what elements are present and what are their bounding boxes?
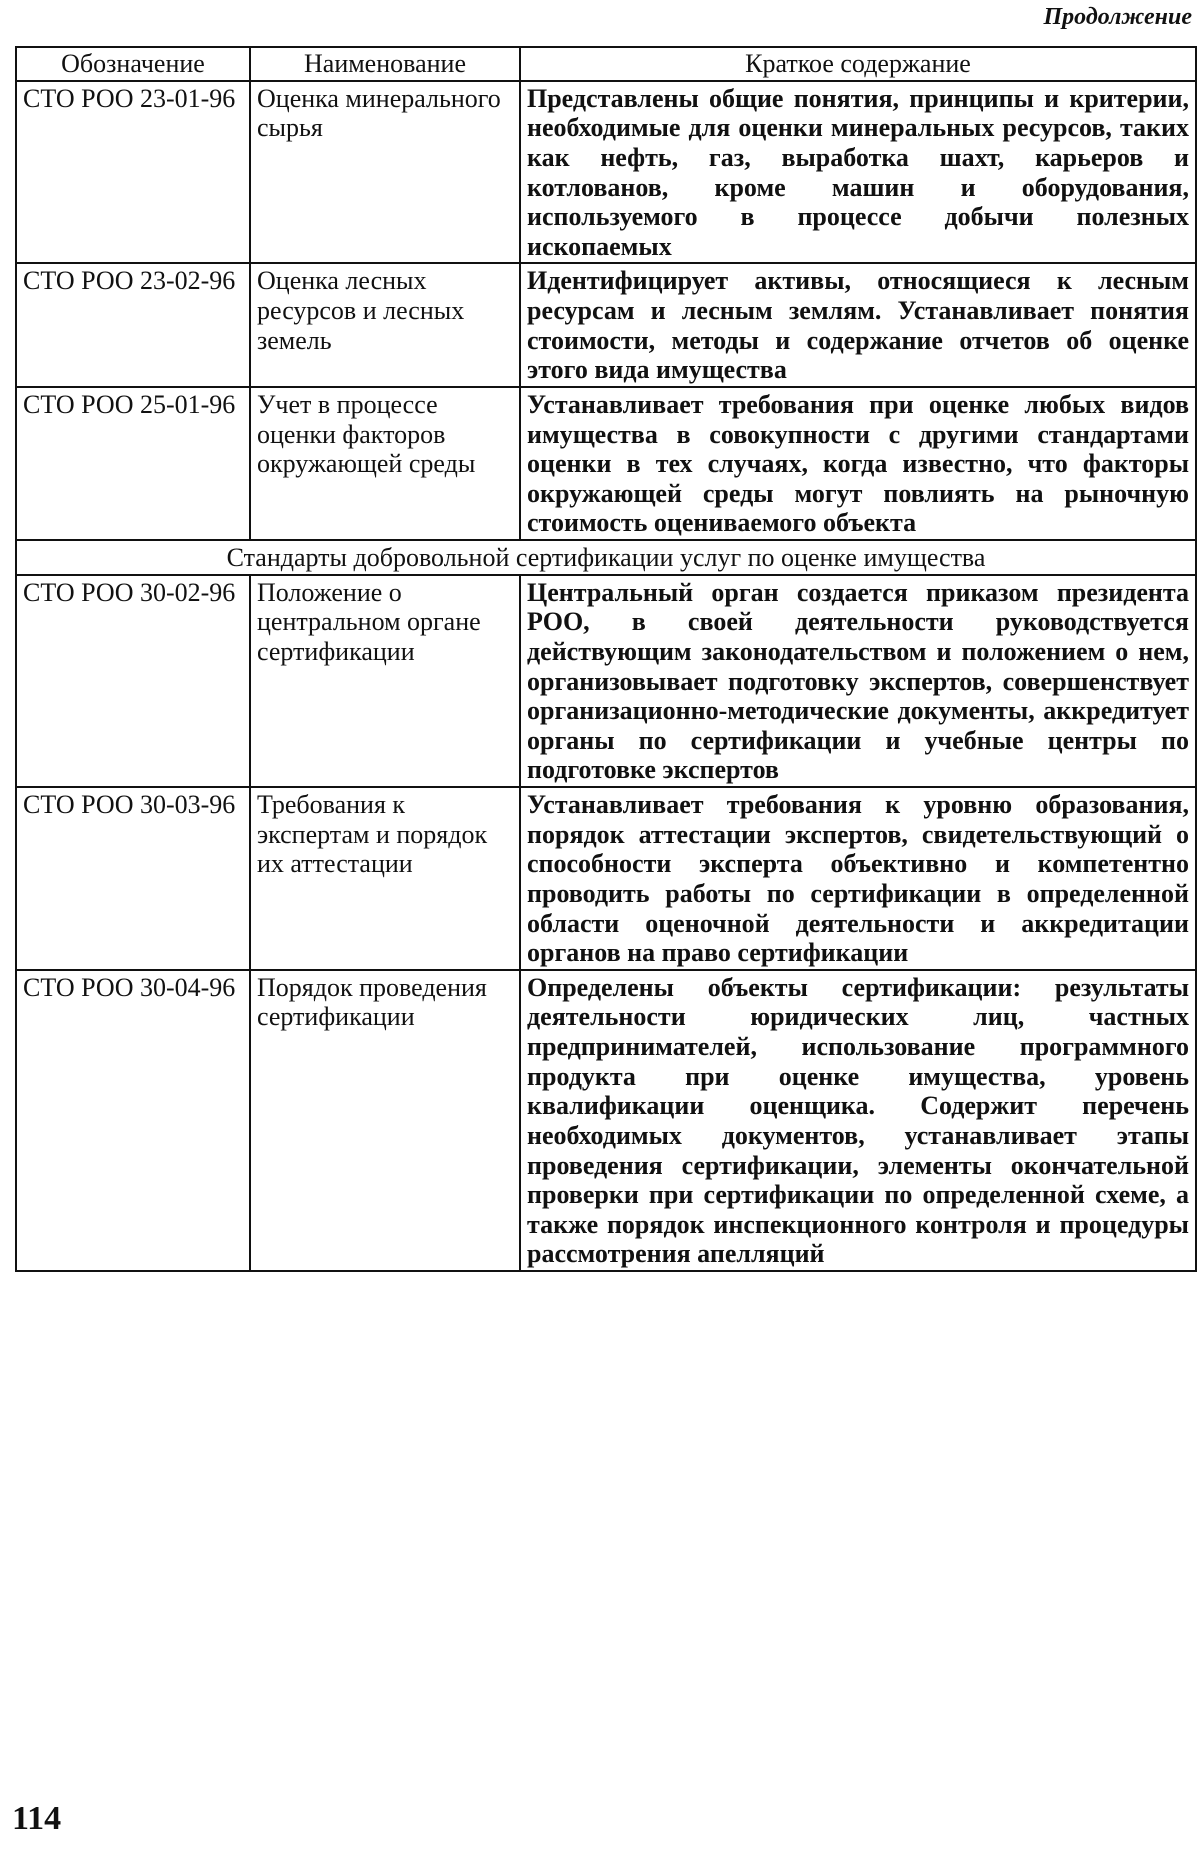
page-number: 114 bbox=[12, 1800, 62, 1837]
standards-table bbox=[15, 46, 1197, 1272]
row-summary: Центральный орган создается приказом президента РОО, в своей деятельности руководствуется действующим законодательством и положением о нем, организовывает подготовку экспертов, совершенствует организационно-методические документы, аккредитует органы по сертификации и учебные центры по подготовке экспертов bbox=[520, 575, 1196, 787]
row-name: Оценка лесных ресурсов и лесных земель bbox=[250, 263, 520, 387]
row-summary: Идентифицирует активы, относящиеся к лесным ресурсам и лесным землям. Устанавливает понятия стоимости, методы и содержание отчетов об оценке этого вида имущества bbox=[520, 263, 1196, 387]
row-code: СТО РОО 25-01-96 bbox=[16, 387, 250, 540]
row-name: Положение о центральном органе сертификации bbox=[250, 575, 520, 787]
section-title: Стандарты добровольной сертификации услуг по оценке имущества bbox=[16, 540, 1196, 575]
row-name: Оценка минерального сырья bbox=[250, 81, 520, 264]
row-summary: Определены объекты сертификации: результаты деятельности юридических лиц, частных предпринимателей, использование программного продукта при оценке имущества, уровень квалификации оценщика. Содержит перечень необходимых документов, устанавливает этапы проведения сертификации, элементы окончательной проверки при сертификации по определенной схеме, а также порядок инспекционного контроля и процедуры рассмотрения апелляций bbox=[520, 970, 1196, 1271]
row-name: Порядок проведения сертификации bbox=[250, 970, 520, 1271]
row-name: Учет в процессе оценки факторов окружающей среды bbox=[250, 387, 520, 540]
row-summary: Устанавливает требования при оценке любых видов имущества в совокупности с другими стандартами оценки в тех случаях, когда известно, что факторы окружающей среды могут повлиять на рыночную стоимость оцениваемого объекта bbox=[520, 387, 1196, 540]
row-summary: Представлены общие понятия, принципы и критерии, необходимые для оценки минеральных ресурсов, таких как нефть, газ, выработка шахт, карьеров и котлованов, кроме машин и оборудования, используемого в процессе добычи полезных ископаемых bbox=[520, 81, 1196, 264]
row-code: СТО РОО 30-03-96 bbox=[16, 787, 250, 970]
continuation-label: Продолжение bbox=[1043, 4, 1192, 30]
row-summary: Устанавливает требования к уровню образования, порядок аттестации экспертов, свидетельствующий о способности эксперта объективно и компетентно проводить работы по сертификации в определенной области оценочной деятельности и аккредитации органов на право сертификации bbox=[520, 787, 1196, 970]
table-row bbox=[16, 387, 1196, 540]
row-code: СТО РОО 23-02-96 bbox=[16, 263, 250, 387]
table-row bbox=[16, 575, 1196, 787]
table-row bbox=[16, 970, 1196, 1271]
column-header-designation: Обозначение bbox=[16, 47, 250, 81]
table-row bbox=[16, 787, 1196, 970]
table-header-row bbox=[16, 47, 1196, 81]
row-name: Требования к экспертам и порядок их аттестации bbox=[250, 787, 520, 970]
table-row bbox=[16, 81, 1196, 264]
row-code: СТО РОО 30-02-96 bbox=[16, 575, 250, 787]
column-header-summary: Краткое содержание bbox=[520, 47, 1196, 81]
row-code: СТО РОО 30-04-96 bbox=[16, 970, 250, 1271]
row-code: СТО РОО 23-01-96 bbox=[16, 81, 250, 264]
section-row bbox=[16, 540, 1196, 575]
table-row bbox=[16, 263, 1196, 387]
column-header-name: Наименование bbox=[250, 47, 520, 81]
